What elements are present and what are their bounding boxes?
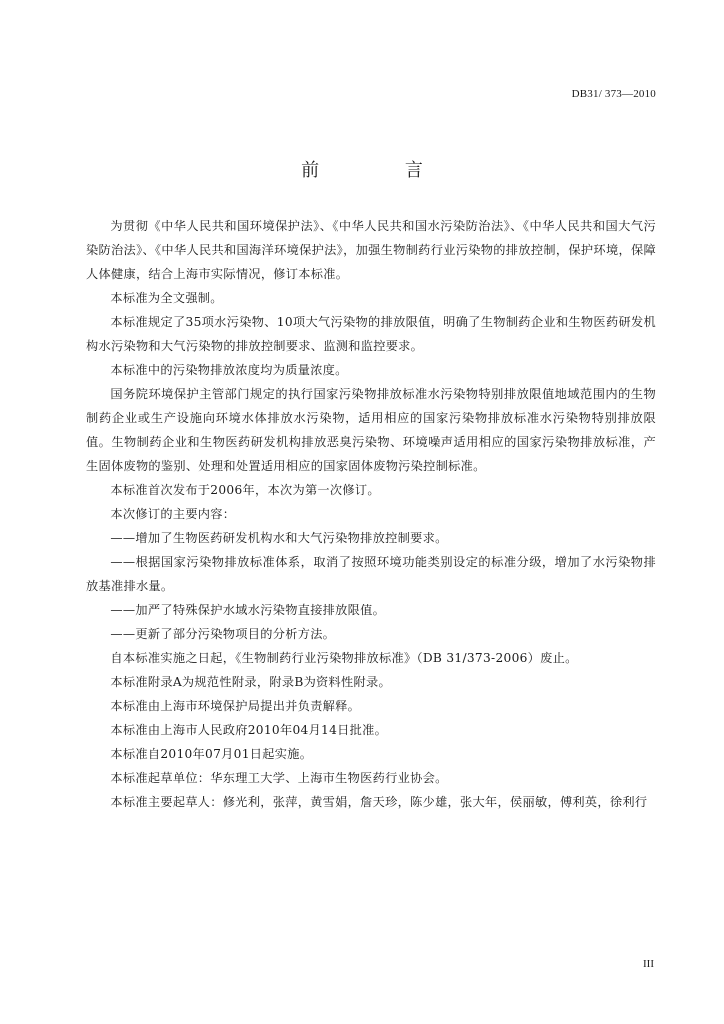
- paragraph-8: ——增加了生物医药研发机构水和大气污染物排放控制要求。: [110, 531, 448, 545]
- paragraph-16: 本标准自2010年07月01日起实施。: [110, 747, 313, 761]
- paragraph-17: 本标准起草单位：华东理工大学、上海市生物医药行业协会。: [110, 771, 448, 785]
- page-number: III: [643, 958, 654, 970]
- paragraph-14: 本标准由上海市环境保护局提出并负责解释。: [110, 699, 361, 713]
- paragraph-12: 自本标准实施之日起，《生物制药行业污染物排放标准》（DB 31/373-2006）废止。: [110, 651, 578, 665]
- paragraph-4: 本标准中的污染物排放浓度均为质量浓度。: [110, 363, 348, 377]
- paragraph-15: 本标准由上海市人民政府2010年04月14日批准。: [110, 723, 388, 737]
- paragraph-9: ——根据国家污染物排放标准体系，取消了按照环境功能类别设定的标准分级，增加了水污染物排放基准排水量。: [86, 555, 656, 593]
- paragraph-1: 为贯彻《中华人民共和国环境保护法》、《中华人民共和国水污染防治法》、《中华人民共和国大气污染防治法》、《中华人民共和国海洋环境保护法》，加强生物制药行业污染物的排放控制，保护环境，保障人体健康，结合上海市实际情况，修订本标准。: [86, 219, 656, 281]
- paragraph-3: 本标准规定了35项水污染物、10项大气污染物的排放限值，明确了生物制药企业和生物医药研发机构水污染物和大气污染物的排放控制要求、监测和监控要求。: [86, 315, 656, 353]
- paragraph-6: 本标准首次发布于2006年，本次为第一次修订。: [110, 483, 380, 497]
- paragraph-18: 本标准主要起草人：修光利，张萍，黄雪娟，詹天珍，陈少雄，张大年，侯丽敏，傅利英，徐利行: [110, 795, 648, 809]
- paragraph-13: 本标准附录A为规范性附录，附录B为资料性附录。: [110, 675, 391, 689]
- paragraph-7: 本次修订的主要内容：: [110, 507, 236, 521]
- page-title: 前 言: [301, 160, 463, 181]
- paragraph-11: ——更新了部分污染物项目的分析方法。: [110, 627, 336, 641]
- foreword-body: [86, 214, 656, 814]
- paragraph-2: 本标准为全文强制。: [110, 291, 223, 305]
- paragraph-10: ——加严了特殊保护水域水污染物直接排放限值。: [110, 603, 386, 617]
- document-code: DB31/ 373—2010: [571, 88, 656, 100]
- paragraph-5: 国务院环境保护主管部门规定的执行国家污染物排放标准水污染物特别排放限值地域范围内的生物制药企业或生产设施向环境水体排放水污染物，适用相应的国家污染物排放标准水污染物特别排放限值。生物制药企业和生物医药研发机构排放恶臭污染物、环境噪声适用相应的国家污染物排放标准，产生固体废物的鉴别、处理和处置适用相应的国家固体废物污染控制标准。: [86, 387, 656, 473]
